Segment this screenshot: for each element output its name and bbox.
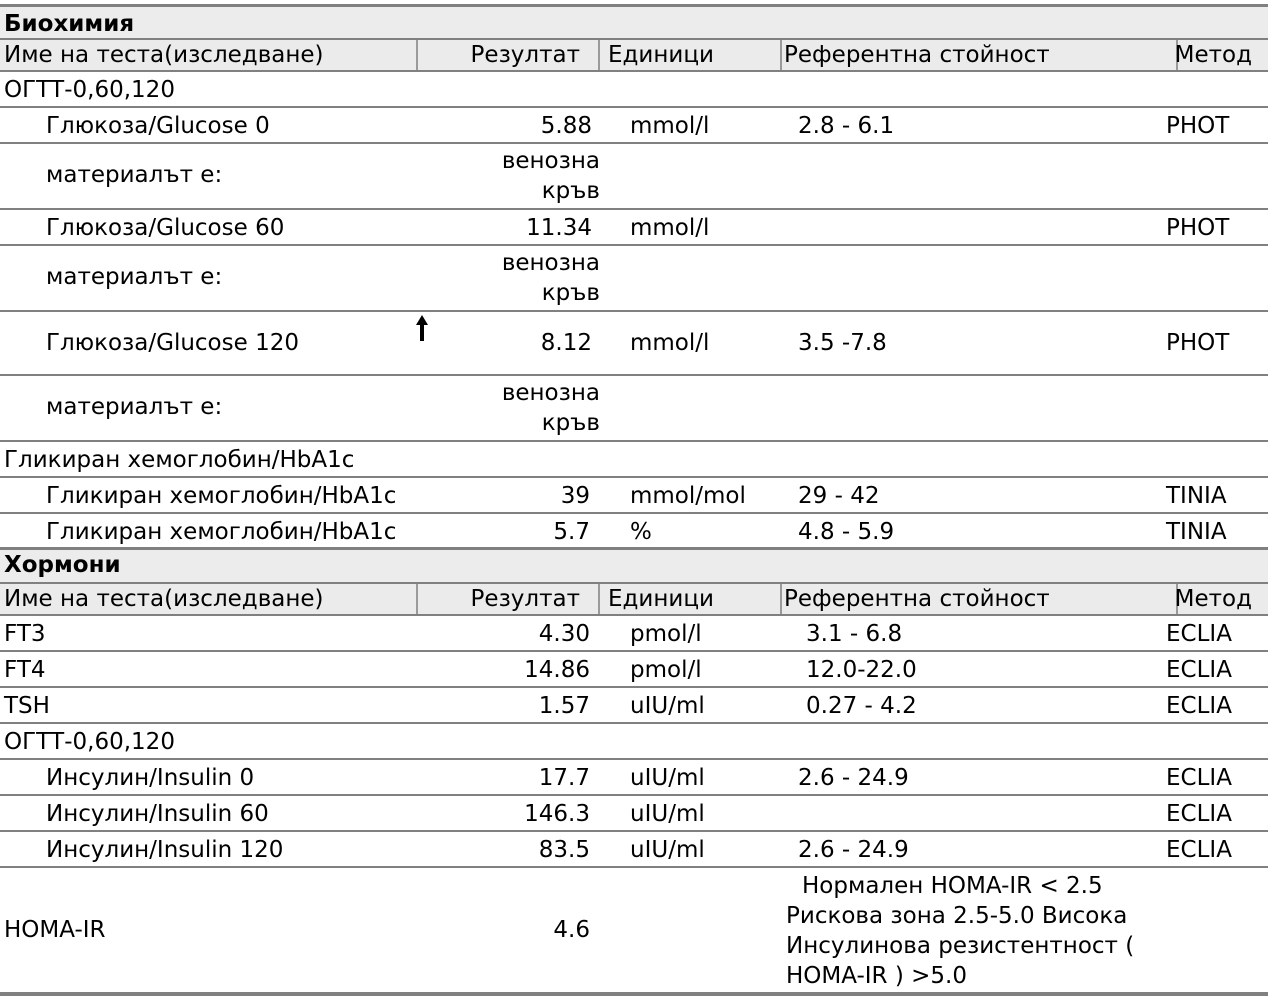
material-label: материалът е:: [46, 394, 223, 420]
material-value-line2: кръв: [541, 410, 600, 436]
test-name: HOMA-IR: [4, 917, 106, 943]
table-row-hba1c-percent: [0, 514, 1268, 550]
test-name: Глюкоза/Glucose 120: [46, 330, 299, 356]
test-name: Глюкоза/Glucose 60: [46, 215, 285, 241]
test-name: FT3: [4, 621, 46, 647]
test-method: PHOT: [1166, 215, 1230, 241]
test-method: ECLIA: [1166, 693, 1232, 719]
col-reference-header: Референтна стойност: [782, 584, 1178, 614]
reference-line: Нормален HOMA-IR < 2.5: [802, 873, 1103, 899]
test-name: FT4: [4, 657, 46, 683]
test-units: uIU/ml: [630, 801, 705, 827]
test-units: mmol/mol: [630, 483, 746, 509]
test-method: ECLIA: [1166, 837, 1232, 863]
col-name-header: Име на теста(изследване): [0, 584, 418, 614]
material-value-line2: кръв: [541, 280, 600, 306]
test-reference: 2.6 - 24.9: [798, 765, 909, 791]
test-reference: 12.0-22.0: [806, 657, 917, 683]
test-reference: 4.8 - 5.9: [798, 519, 895, 545]
test-units: mmol/l: [630, 330, 710, 356]
test-result: 4.6: [553, 917, 590, 943]
material-value-line1: венозна: [501, 250, 600, 276]
group-row-ogtt: ОГТТ-0,60,120: [0, 724, 1268, 760]
test-reference: 0.27 - 4.2: [806, 693, 917, 719]
test-method: TINIA: [1166, 483, 1227, 509]
section-header-biochemistry: [0, 4, 1268, 40]
group-row-hba1c: Гликиран хемоглобин/HbA1c: [0, 442, 1268, 478]
test-method: ECLIA: [1166, 621, 1232, 647]
test-result: 146.3: [524, 801, 590, 827]
test-units: uIU/ml: [630, 837, 705, 863]
test-result: 8.12: [540, 330, 592, 356]
reference-line: Инсулинова резистентност (: [786, 933, 1135, 959]
section-header-hormones: [0, 550, 1268, 584]
table-row-insulin-0: [0, 760, 1268, 796]
table-row-glucose-0: [0, 108, 1268, 144]
test-name: Инсулин/Insulin 0: [46, 765, 255, 791]
table-row-ft3: [0, 616, 1268, 652]
column-header-row: [0, 40, 1268, 72]
test-result: 17.7: [538, 765, 590, 791]
column-header-row: [0, 584, 1268, 616]
table-row-insulin-120: [0, 832, 1268, 868]
section-title: Хормони: [4, 552, 121, 578]
table-row-material: [0, 144, 1268, 210]
test-name: Инсулин/Insulin 60: [46, 801, 269, 827]
test-method: PHOT: [1166, 113, 1230, 139]
table-row-material: [0, 376, 1268, 442]
material-label: материалът е:: [46, 264, 223, 290]
test-result: 39: [560, 483, 590, 509]
col-result-header: Резултат: [418, 40, 600, 70]
test-name: Инсулин/Insulin 120: [46, 837, 284, 863]
test-name: Гликиран хемоглобин/HbA1c: [46, 519, 397, 545]
test-result: 1.57: [538, 693, 590, 719]
test-result: 14.86: [524, 657, 590, 683]
reference-line: Рискова зона 2.5-5.0 Висока: [786, 903, 1128, 929]
col-method-header: Метод: [1174, 42, 1252, 68]
test-units: uIU/ml: [630, 693, 705, 719]
test-result: 5.88: [540, 113, 592, 139]
group-row-ogtt: ОГТТ-0,60,120: [0, 72, 1268, 108]
test-reference: 29 - 42: [798, 483, 880, 509]
test-reference: 2.8 - 6.1: [798, 113, 895, 139]
table-row-tsh: [0, 688, 1268, 724]
col-units-header: Единици: [600, 40, 782, 70]
test-units: uIU/ml: [630, 765, 705, 791]
table-row-glucose-60: [0, 210, 1268, 246]
test-units: pmol/l: [630, 657, 702, 683]
material-value-line1: венозна: [501, 148, 600, 174]
mouse-cursor-icon: [414, 313, 430, 343]
test-units: mmol/l: [630, 113, 710, 139]
table-row-glucose-120: [0, 312, 1268, 376]
col-name-header: Име на теста(изследване): [0, 40, 418, 70]
test-units: %: [630, 519, 652, 545]
test-name: TSH: [4, 693, 50, 719]
table-row-ft4: [0, 652, 1268, 688]
test-result: 11.34: [526, 215, 592, 241]
col-reference-header: Референтна стойност: [782, 40, 1178, 70]
test-result: 4.30: [538, 621, 590, 647]
test-method: ECLIA: [1166, 765, 1232, 791]
test-units: pmol/l: [630, 621, 702, 647]
material-label: материалът е:: [46, 162, 223, 188]
test-reference: 3.5 -7.8: [798, 330, 887, 356]
test-method: TINIA: [1166, 519, 1227, 545]
test-result: 5.7: [553, 519, 590, 545]
table-row-insulin-60: [0, 796, 1268, 832]
test-method: PHOT: [1166, 330, 1230, 356]
test-method: ECLIA: [1166, 657, 1232, 683]
col-units-header: Единици: [600, 584, 782, 614]
table-row-homa-ir: [0, 868, 1268, 996]
section-title: Биохимия: [4, 11, 135, 37]
reference-line: HOMA-IR ) >5.0: [786, 963, 967, 989]
test-name: Гликиран хемоглобин/HbA1c: [46, 483, 397, 509]
test-reference: 2.6 - 24.9: [798, 837, 909, 863]
test-method: ECLIA: [1166, 801, 1232, 827]
test-units: mmol/l: [630, 215, 710, 241]
material-value-line2: кръв: [541, 178, 600, 204]
col-method-header: Метод: [1174, 586, 1252, 612]
table-row-material: [0, 246, 1268, 312]
test-name: Глюкоза/Glucose 0: [46, 113, 270, 139]
test-reference: 3.1 - 6.8: [806, 621, 903, 647]
table-row-hba1c-mmol: [0, 478, 1268, 514]
col-result-header: Резултат: [418, 584, 600, 614]
material-value-line1: венозна: [501, 380, 600, 406]
test-result: 83.5: [538, 837, 590, 863]
